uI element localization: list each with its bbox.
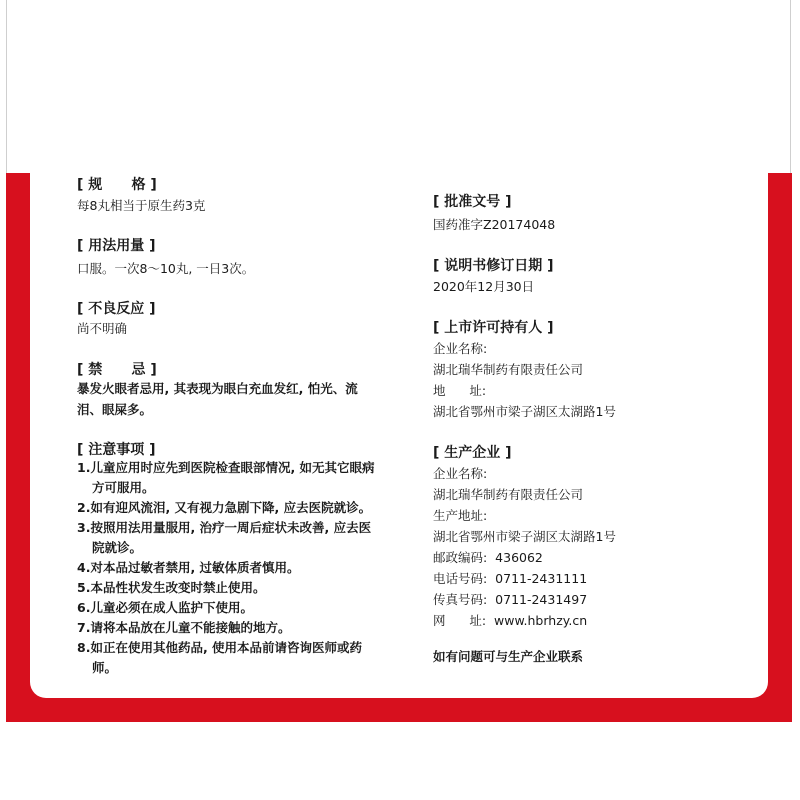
contra-line: 暴发火眼者忌用, 其表现为眼白充血发红, 怕光、流	[77, 381, 358, 396]
contra-line: 泪、眼屎多。	[77, 402, 153, 417]
precaution-item: 1.儿童应用时应先到医院检查眼部情况, 如无其它眼病方可服用。	[77, 460, 375, 495]
holder-line: 地 址:	[433, 383, 487, 398]
revision-text: 2020年12月30日	[433, 279, 535, 294]
revision-heading: [ 说明书修订日期 ]	[433, 258, 554, 274]
manufacturer-line: 电话号码: 0711-2431111	[433, 571, 588, 586]
frame-line-left	[6, 0, 7, 176]
manufacturer-heading: [ 生产企业 ]	[433, 445, 512, 461]
precaution-item: 3.按照用法用量服用, 治疗一周后症状未改善, 应去医院就诊。	[77, 520, 372, 555]
precaution-item: 6.儿童必须在成人监护下使用。	[77, 600, 253, 615]
precautions-heading: [ 注意事项 ]	[77, 442, 156, 458]
precaution-item: 4.对本品过敏者禁用, 过敏体质者慎用。	[77, 560, 300, 575]
contact-note: 如有问题可与生产企业联系	[433, 649, 584, 664]
usage-text: 口服。一次8～10丸, 一日3次。	[77, 261, 255, 276]
holder-heading: [ 上市许可持有人 ]	[433, 320, 554, 336]
manufacturer-line: 湖北瑞华制药有限责任公司	[433, 487, 584, 502]
contra-heading: [ 禁 忌 ]	[77, 362, 157, 378]
manufacturer-details	[433, 463, 616, 631]
usage-heading: [ 用法用量 ]	[77, 238, 156, 254]
content-card	[30, 173, 768, 698]
adverse-heading: [ 不良反应 ]	[77, 301, 156, 317]
approval-text: 国药准字Z20174048	[433, 217, 556, 232]
precaution-item: 8.如正在使用其他药品, 使用本品前请咨询医师或药师。	[77, 640, 363, 675]
frame-line-right	[790, 0, 791, 176]
holder-details	[433, 338, 616, 422]
manufacturer-line: 湖北省鄂州市梁子湖区太湖路1号	[433, 529, 616, 544]
precaution-item: 7.请将本品放在儿童不能接触的地方。	[77, 620, 291, 635]
manufacturer-line: 网 址: www.hbrhzy.cn	[433, 613, 588, 628]
adverse-text: 尚不明确	[77, 321, 128, 336]
manufacturer-line: 传真号码: 0711-2431497	[433, 592, 588, 607]
holder-line: 湖北省鄂州市梁子湖区太湖路1号	[433, 404, 616, 419]
precautions-list	[77, 458, 377, 678]
holder-line: 湖北瑞华制药有限责任公司	[433, 362, 584, 377]
manufacturer-line: 企业名称:	[433, 466, 488, 481]
manufacturer-line: 生产地址:	[433, 508, 488, 523]
approval-heading: [ 批准文号 ]	[433, 194, 512, 210]
holder-line: 企业名称:	[433, 341, 488, 356]
precaution-item: 5.本品性状发生改变时禁止使用。	[77, 580, 266, 595]
manufacturer-line: 邮政编码: 436062	[433, 550, 543, 565]
precaution-item: 2.如有迎风流泪, 又有视力急剧下降, 应去医院就诊。	[77, 500, 372, 515]
spec-heading: [ 规 格 ]	[77, 177, 157, 193]
spec-text: 每8丸相当于原生药3克	[77, 198, 206, 213]
